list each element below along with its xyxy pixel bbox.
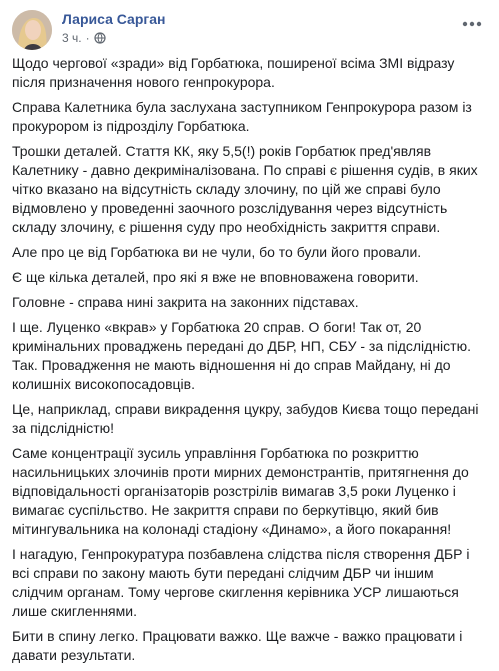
post-paragraph: І нагадую, Генпрокуратура позбавлена слідства після створення ДБР і всі справи по закону мають бути передані слідчим ДБР чи іншим слідчим органам. Тому чергове скиглення керівника УСР лишаються лише скигленнями. [12, 546, 470, 619]
post-paragraph: Є ще кілька деталей, про які я вже не вповноважена говорити. [12, 269, 419, 285]
post-paragraph: Бити в спину легко. Працювати важко. Ще важче - важко працювати і давати результати. [12, 628, 463, 663]
post-paragraph: Головне - справа нині закрита на законних підставах. [12, 294, 359, 310]
post-paragraph: І ще. Луценко «вкрав» у Горбатюка 20 справ. О боги! Так от, 20 кримінальних проваджень передані до ДБР, НП, СБУ - за підслідністю. Так. Провадження не мають відношення ні до справ Майдану, ні до колишніх високопосадовців. [12, 319, 471, 392]
post-body [12, 54, 486, 671]
more-horizontal-icon[interactable] [459, 14, 485, 34]
post-paragraph: Але про це від Горбатюка ви не чули, бо то були його провали. [12, 244, 422, 260]
meta-separator: · [85, 31, 90, 45]
post-paragraph: Щодо чергової «зради» від Горбатюка, поширеної всіма ЗМІ відразу після призначення нового генпрокурора. [12, 55, 455, 90]
post-paragraph: Трошки деталей. Стаття КК, яку 5,5(!) років Горбатюк пред'являв Калетнику - давно декриміналізована. По справі є рішення судів, в яких чітко вказано на відсутність складу злочину, по цій же справі було відмовлено у проведенні заочного розслідування через відсутність складу злочину, є рішення суду про необхідність закриття справи. [12, 143, 478, 235]
post-header [12, 8, 487, 48]
post-paragraph: Справа Калетника була заслухана заступником Генпрокурора разом із прокурором із підрозділу Горбатюка. [12, 99, 472, 134]
post-paragraph: Це, наприклад, справи викрадення цукру, забудов Києва тощо передані за підслідністю! [12, 401, 479, 436]
author-name[interactable]: Лариса Сарган [62, 11, 166, 27]
post-meta [62, 31, 106, 45]
globe-icon[interactable] [94, 32, 106, 44]
post-time[interactable]: 3 ч. [62, 31, 82, 45]
avatar-image [12, 10, 52, 50]
avatar[interactable] [12, 10, 52, 50]
post-paragraph: Саме концентрації зусиль управління Горбатюка по розкриттю насильницьких злочинів проти мирних демонстрантів, притягнення до відповідальності організаторів розстрілів вимагав 3,5 роки Луценко і вимагає суспільство. Не закриття справи по беркутівцю, який бив мітингувальника на колонаді стадіону «Динамо», а його покарання! [12, 445, 469, 537]
